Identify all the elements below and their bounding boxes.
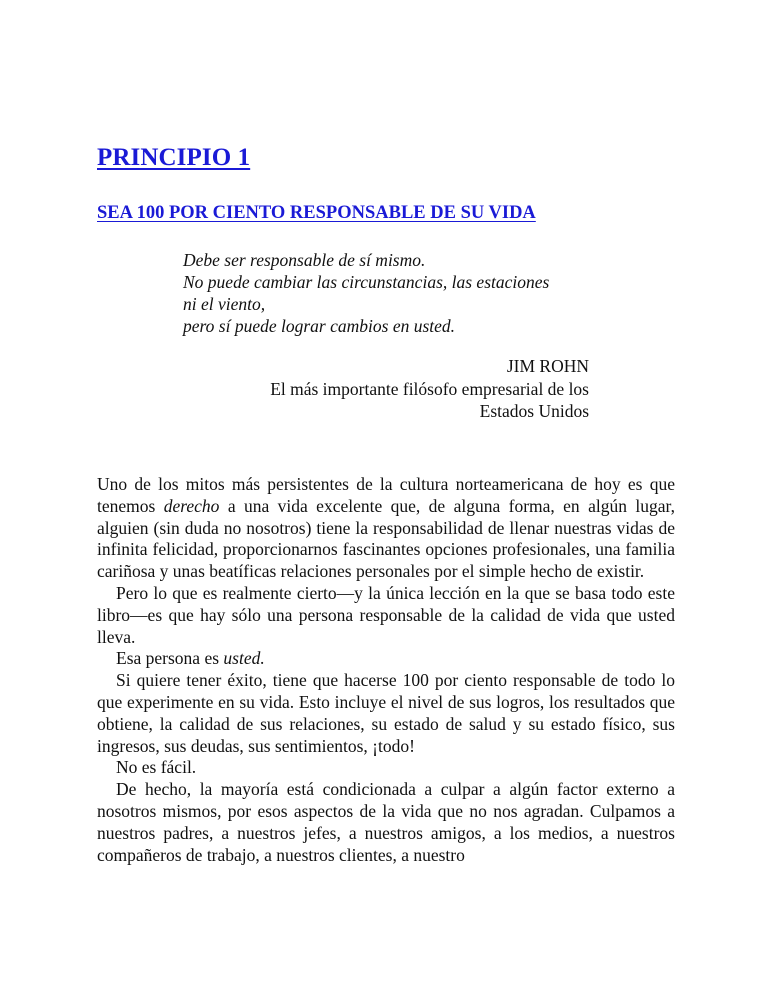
body-paragraph: De hecho, la mayoría está condicionada a culpar a algún factor externo a nosotros mismos, por esos aspectos de la vida que no nos agradan. Culpamos a nuestros padres, a nuestros jefes, a nuestros amigos, a los medios, a nuestros compañeros de trabajo, a nuestros clientes, a nuestro	[97, 779, 675, 865]
epigraph-line: ni el viento,	[183, 294, 266, 314]
chapter-title: PRINCIPIO 1	[97, 144, 251, 171]
epigraph-line: pero sí puede lograr cambios en usted.	[183, 316, 456, 336]
body-text	[97, 474, 675, 866]
attribution-description: Estados Unidos	[479, 401, 589, 421]
body-paragraph	[97, 648, 675, 670]
epigraph-line: Debe ser responsable de sí mismo.	[183, 250, 426, 270]
epigraph-line: No puede cambiar las circunstancias, las estaciones	[183, 272, 550, 292]
paragraph-text: Uno de los mitos más persistentes de la cultura norteamericana de hoy es que tenemos	[97, 474, 675, 516]
body-paragraph	[97, 474, 675, 583]
chapter-subtitle: SEA 100 POR CIENTO RESPONSABLE DE SU VIDA	[97, 203, 536, 223]
body-paragraph: Si quiere tener éxito, tiene que hacerse 100 por ciento responsable de todo lo que experimente en su vida. Esto incluye el nivel de sus logros, los resultados que obtiene, la calidad de sus relaciones, su estado de salud y su estado físico, sus ingresos, sus deudas, sus sentimientos, ¡todo!	[97, 670, 675, 756]
emphasis-text: usted.	[223, 648, 265, 669]
epigraph-attribution	[200, 355, 589, 423]
body-paragraph: Pero lo que es realmente cierto—y la única lección en la que se basa todo este libro—es que hay sólo una persona responsable de la calidad de vida que usted lleva.	[97, 582, 675, 647]
body-paragraph: No es fácil.	[116, 757, 197, 778]
paragraph-text: Esa persona es	[116, 648, 224, 669]
attribution-description: El más importante filósofo empresarial de los	[270, 378, 589, 399]
epigraph-quote	[183, 249, 593, 337]
paragraph-text: a una vida excelente que, de alguna forma, en algún lugar, alguien (sin duda no nosotros) tiene la responsabilidad de llenar nuestras vidas de infinita felicidad, proporcionarnos fascinantes opciones profesionales, una familia cariñosa y unas beatíficas relaciones personales por el simple hecho de existir.	[97, 495, 675, 582]
attribution-author: JIM ROHN	[506, 356, 589, 376]
emphasis-text: derecho	[163, 495, 220, 516]
